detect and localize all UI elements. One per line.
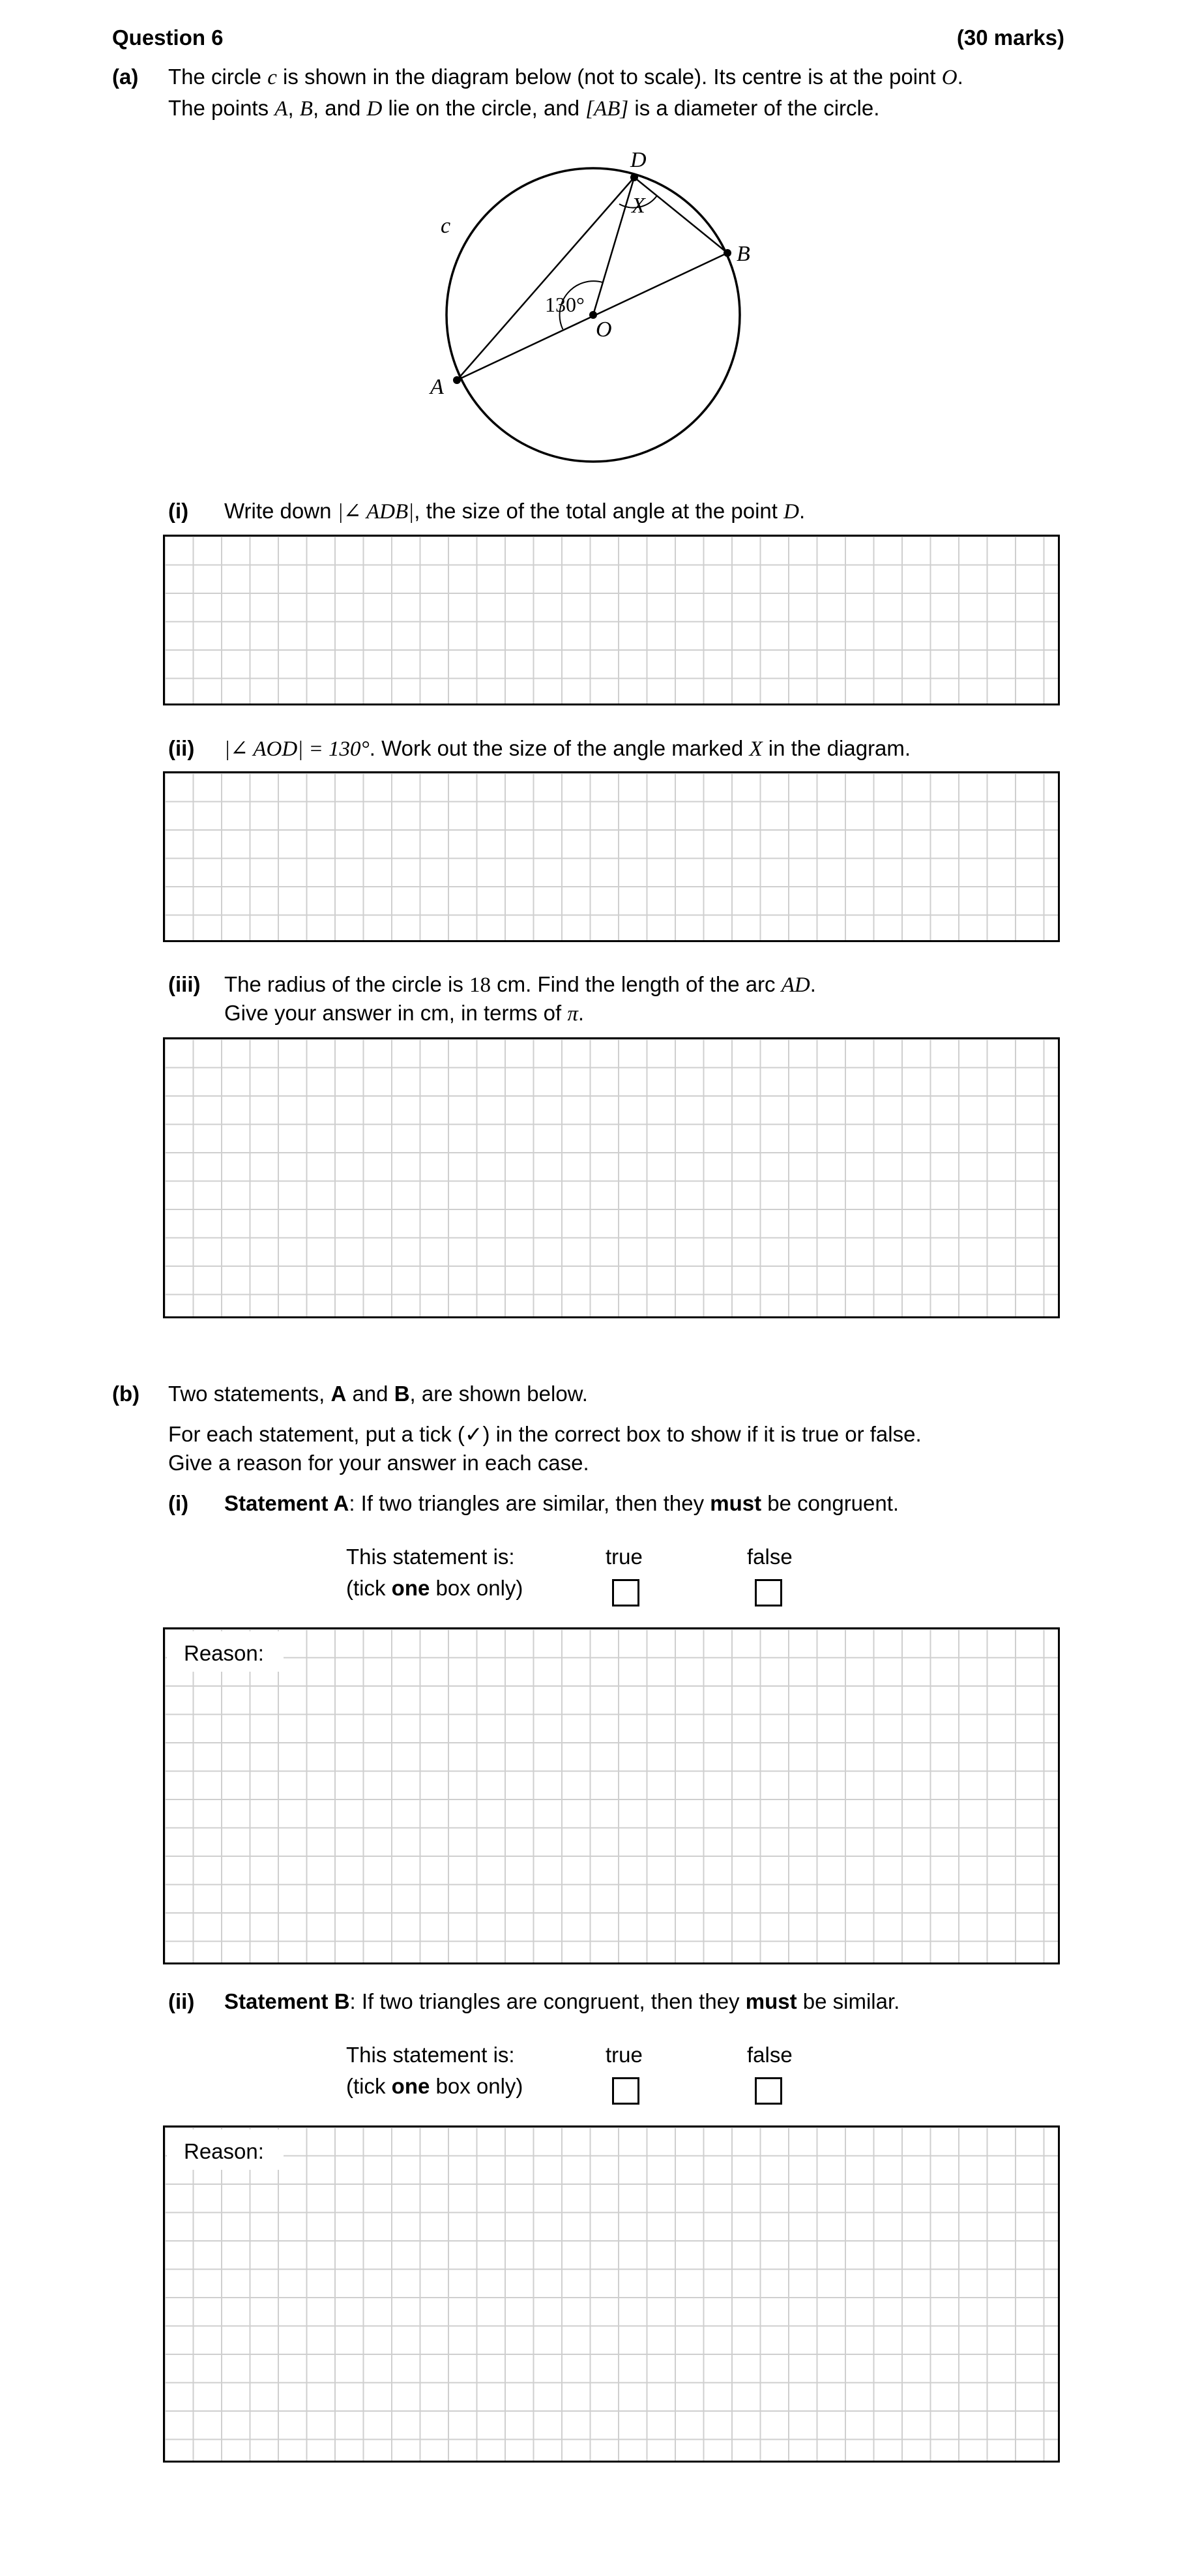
- part-b-ii-label: (ii): [168, 1989, 195, 2013]
- label-d: D: [630, 148, 647, 172]
- tick-prompt-line1-b: This statement is:: [346, 2043, 515, 2067]
- true-checkbox-a[interactable]: [612, 1579, 639, 1606]
- part-b-label: (b): [112, 1382, 140, 1406]
- answer-box-a-iii[interactable]: [163, 1037, 1060, 1318]
- reason-box-a[interactable]: [163, 1627, 1060, 1964]
- tick-prompt-line2-a: (tick one box only): [346, 1576, 523, 1600]
- reason-label-b: Reason:: [167, 2129, 284, 2170]
- label-x: X: [632, 194, 645, 218]
- part-a-ii-text: |∠ AOD| = 130°. Work out the size of the angle marked X in the diagram.: [224, 736, 911, 761]
- part-a-iii-line1: The radius of the circle is 18 cm. Find the length of the arc AD.: [224, 972, 816, 997]
- true-label-a: true: [606, 1545, 643, 1569]
- reason-box-b[interactable]: [163, 2125, 1060, 2463]
- true-checkbox-b[interactable]: [612, 2077, 639, 2105]
- point-a: [453, 376, 461, 384]
- answer-box-a-ii[interactable]: [163, 771, 1060, 942]
- chord-db: [634, 177, 727, 253]
- part-b-intro: Two statements, A and B, are shown below.: [168, 1382, 588, 1406]
- false-label-b: false: [747, 2043, 793, 2067]
- false-checkbox-a[interactable]: [755, 1579, 782, 1606]
- question-marks: (30 marks): [956, 25, 1064, 50]
- false-label-a: false: [747, 1545, 793, 1569]
- radius-od: [593, 177, 634, 315]
- part-a-label: (a): [112, 65, 139, 89]
- chord-ad: [457, 177, 634, 380]
- statement-b: Statement B: If two triangles are congruent, then they must be similar.: [224, 1989, 900, 2013]
- label-o: O: [596, 318, 612, 342]
- label-c: c: [441, 214, 451, 238]
- false-checkbox-b[interactable]: [755, 2077, 782, 2105]
- part-b-instruction-1: For each statement, put a tick (✓) in the correct box to show if it is true or false.: [168, 1422, 922, 1446]
- part-a-i-label: (i): [168, 499, 189, 523]
- reason-label-a: Reason:: [167, 1631, 284, 1672]
- part-a-iii-line2: Give your answer in cm, in terms of π.: [224, 1001, 585, 1026]
- label-b: B: [737, 242, 750, 266]
- point-d: [630, 173, 638, 181]
- question-title: Question 6: [112, 25, 224, 50]
- part-b-i-label: (i): [168, 1491, 189, 1515]
- part-a-i-text: Write down |∠ ADB|, the size of the total angle at the point D.: [224, 499, 806, 524]
- tick-prompt-line1-a: This statement is:: [346, 1545, 515, 1569]
- part-a-iii-label: (iii): [168, 972, 201, 996]
- true-label-b: true: [606, 2043, 643, 2067]
- part-a-intro-line1: The circle c is shown in the diagram below (not to scale). Its centre is at the point O.: [168, 65, 963, 89]
- part-b-instruction-2: Give a reason for your answer in each case.: [168, 1451, 589, 1475]
- answer-box-a-i[interactable]: [163, 535, 1060, 705]
- tick-prompt-line2-b: (tick one box only): [346, 2074, 523, 2098]
- point-b: [724, 249, 731, 257]
- part-a-intro-line2: The points A, B, and D lie on the circle, and [AB] is a diameter of the circle.: [168, 96, 880, 121]
- label-a: A: [430, 375, 444, 399]
- statement-a: Statement A: If two triangles are similar, then they must be congruent.: [224, 1491, 900, 1515]
- circle-diagram: [0, 0, 1185, 496]
- part-a-ii-label: (ii): [168, 736, 195, 760]
- angle-label-130: 130°: [545, 293, 585, 316]
